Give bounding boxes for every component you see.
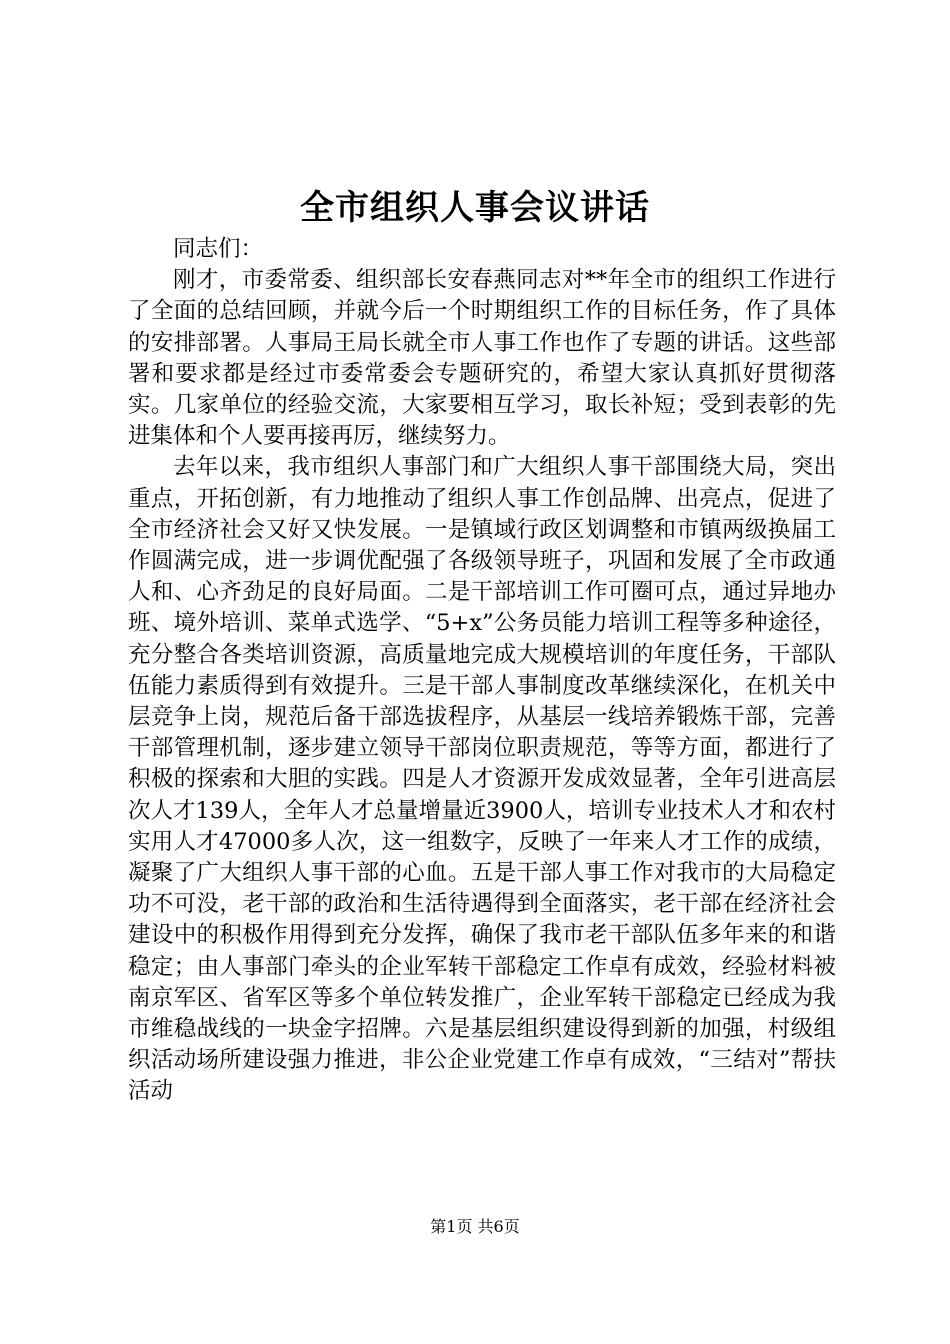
paragraph-2: 去年以来，我市组织人事部门和广大组织人事干部围绕大局，突出重点，开拓创新，有力地推动了组织人事工作创品牌、出亮点，促进了全市经济社会又好又快发展。一是镇域行政区划调整和市镇两级换届工作圆满完成，进一步调优配强了各级领导班子，巩固和发展了全市政通人和、心齐劲足的良好局面。二是干部培训工作可圈可点，通过异地办班、境外培训、菜单式选学、“5+x”公务员能力培训工程等多种途径，充分整合各类培训资源，高质量地完成大规模培训的年度任务，干部队伍能力素质得到有效提升。三是干部人事制度改革继续深化，在机关中层竞争上岗，规范后备干部选拔程序，从基层一线培养锻炼干部，完善干部管理机制，逐步建立领导干部岗位职责规范，等等方面，都进行了积极的探索和大胆的实践。四是人才资源开发成效显著，全年引进高层次人才139人，全年人才总量增量近3900人，培训专业技术人才和农村实用人才47000多人次，这一组数字，反映了一年来人才工作的成绩，凝聚了广大组织人事干部的心血。五是干部人事工作对我市的大局稳定功不可没，老干部的政治和生活待遇得到全面落实，老干部在经济社会建设中的积极作用得到充分发挥，确保了我市老干部队伍多年来的和谐稳定；由人事部门牵头的企业军转干部稳定工作卓有成效，经验材料被南京军区、省军区等多个单位转发推广，企业军转干部稳定已经成为我市维稳战线的一块金字招牌。六是基层组织建设得到新的加强，村级组织活动场所建设强力推进，非公企业党建工作卓有成效，“三结对”帮扶活动 xyxy=(128,454,836,1105)
paragraph-1: 刚才，市委常委、组织部长安春燕同志对**年全市的组织工作进行了全面的总结回顾，并就今后一个时期组织工作的目标任务，作了具体的安排部署。人事局王局长就全市人事工作也作了专题的讲话。这些部署和要求都是经过市委常委会专题研究的，希望大家认真抓好贯彻落实。几家单位的经验交流，大家要相互学习，取长补短；受到表彰的先进集体和个人要再接再厉，继续努力。 xyxy=(128,267,836,450)
document-title: 全市组织人事会议讲话 xyxy=(300,188,650,228)
document-body xyxy=(128,234,836,1108)
salutation: 同志们： xyxy=(173,236,264,262)
page-number-footer: 第1页 共6页 xyxy=(430,1217,520,1236)
